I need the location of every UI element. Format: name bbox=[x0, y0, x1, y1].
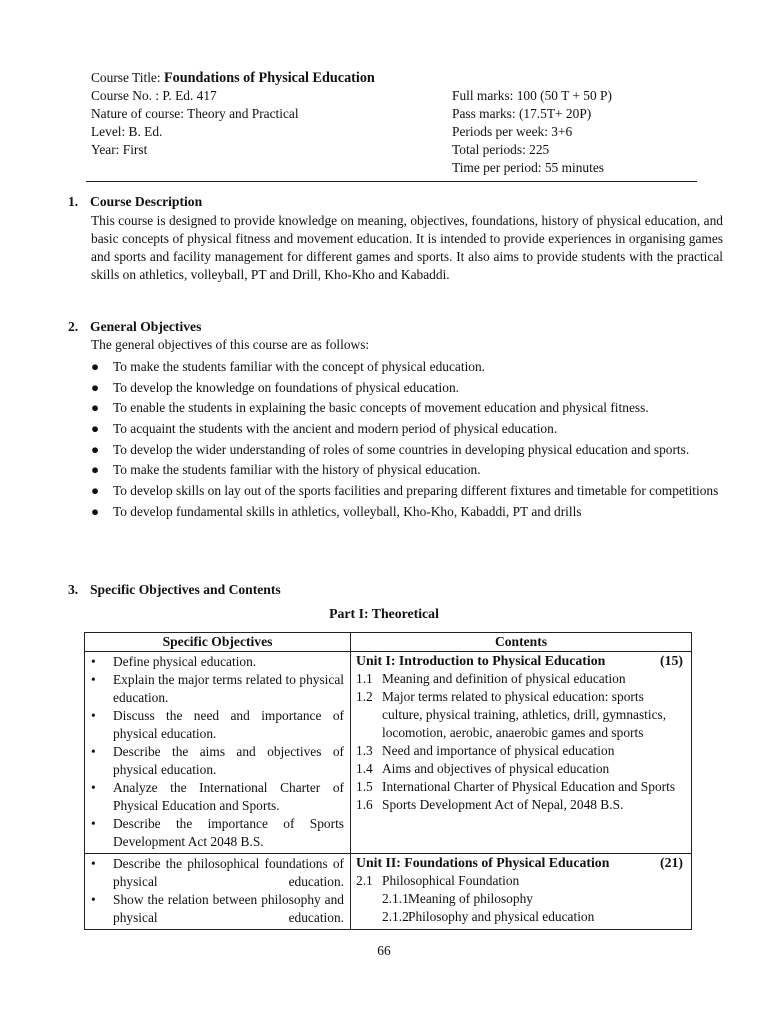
unit-hours: (15) bbox=[660, 653, 683, 668]
bullet-icon: ● bbox=[91, 503, 100, 519]
course-level: Level: B. Ed. bbox=[91, 124, 163, 139]
bullet-icon: • bbox=[91, 856, 96, 871]
section-course-description-heading bbox=[68, 194, 202, 210]
list-item: • Describe the importance of Sports Development Act 2048 B.S. bbox=[91, 816, 344, 849]
header-divider bbox=[86, 181, 697, 182]
unit-title: Unit I: Introduction to Physical Education bbox=[356, 653, 606, 668]
objectives-contents-table bbox=[84, 632, 692, 930]
course-number: Course No. : P. Ed. 417 bbox=[91, 88, 217, 103]
bullet-icon: • bbox=[91, 816, 96, 831]
bullet-icon: ● bbox=[91, 379, 100, 395]
content-item: 1.4 Aims and objectives of physical education bbox=[356, 761, 610, 776]
list-item: • Define physical education. bbox=[91, 654, 257, 669]
list-item: ● To develop fundamental skills in athletics, volleyball, Kho-Kho, Kabaddi, PT and drills bbox=[91, 503, 582, 519]
unit-hours: (21) bbox=[660, 855, 683, 870]
content-subitem: 2.1.1 Meaning of philosophy bbox=[382, 891, 533, 906]
unit-title: Unit II: Foundations of Physical Education bbox=[356, 855, 610, 870]
table-row bbox=[85, 854, 692, 930]
bullet-icon: ● bbox=[91, 421, 100, 437]
column-header-contents: Contents bbox=[351, 633, 692, 652]
content-item: 1.1 Meaning and definition of physical education bbox=[356, 671, 626, 686]
bullet-icon: • bbox=[91, 654, 96, 669]
content-item: 2.1 Philosophical Foundation bbox=[356, 873, 520, 888]
list-item: ● To make the students familiar with the history of physical education. bbox=[91, 462, 481, 478]
general-objectives-intro: The general objectives of this course are as follows: bbox=[91, 337, 370, 352]
bullet-icon: ● bbox=[91, 483, 100, 499]
course-title-label: Course Title: bbox=[91, 70, 161, 85]
bullet-icon: • bbox=[91, 708, 96, 723]
course-description-text: This course is designed to provide knowledge on meaning, objectives, foundations, history of physical education, and basic concepts of physical fitness and movement education. It is intended to provide experiences in organising games and sports and facility management for different games and sports. It also aims to provide students with the practical skills on athletics, volleyball, PT and Drill, Kho-Kho and Kabaddi. bbox=[91, 213, 723, 282]
list-item: • Describe the aims and objectives of physical education. bbox=[91, 744, 344, 777]
content-item: 1.2 Major terms related to physical education: sports culture, physical training, athletics, drill, gymnastics, locomotion, aerobic, anaerobic games and sports bbox=[356, 689, 667, 740]
list-item: • Analyze the International Charter of Physical Education and Sports. bbox=[91, 780, 344, 813]
contents-cell bbox=[351, 652, 692, 854]
page-number: 66 bbox=[377, 943, 391, 958]
bullet-icon: • bbox=[91, 672, 96, 687]
section-title: General Objectives bbox=[90, 319, 202, 334]
list-item: ● To acquaint the students with the ancient and modern period of physical education. bbox=[91, 421, 558, 437]
unit-heading bbox=[356, 854, 683, 872]
pass-marks: Pass marks: (17.5T+ 20P) bbox=[452, 106, 592, 121]
list-item: ● To make the students familiar with the concept of physical education. bbox=[91, 359, 486, 374]
list-item: • Explain the major terms related to physical education. bbox=[91, 672, 344, 705]
section-number: 2. bbox=[68, 319, 79, 334]
list-item: • Describe the philosophical foundations of physical education. bbox=[91, 856, 344, 889]
objectives-cell bbox=[85, 652, 351, 854]
course-nature: Nature of course: Theory and Practical bbox=[91, 106, 299, 121]
list-item: ● To develop the knowledge on foundations of physical education. bbox=[91, 379, 460, 395]
content-item: 1.5 International Charter of Physical Education and Sports bbox=[356, 779, 676, 794]
course-title-line bbox=[91, 69, 452, 87]
column-header-objectives: Specific Objectives bbox=[85, 633, 351, 652]
contents-cell bbox=[351, 854, 692, 930]
time-per-period: Time per period: 55 minutes bbox=[452, 160, 604, 175]
part-title: Part I: Theoretical bbox=[329, 606, 439, 621]
list-item: ● To enable the students in explaining the basic concepts of movement education and physical fitness. bbox=[91, 400, 649, 416]
full-marks: Full marks: 100 (50 T + 50 P) bbox=[452, 88, 612, 103]
list-item: ● To develop skills on lay out of the sports facilities and preparing different fixtures and timetable for competitions bbox=[91, 483, 719, 499]
content-item: 1.3 Need and importance of physical education bbox=[356, 743, 615, 758]
general-objectives-list bbox=[91, 358, 723, 524]
list-item: • Show the relation between philosophy and physical education. bbox=[91, 892, 344, 925]
section-specific-objectives-heading bbox=[68, 582, 281, 598]
bullet-icon: ● bbox=[91, 400, 100, 416]
bullet-icon: • bbox=[91, 744, 96, 759]
objectives-cell bbox=[85, 854, 351, 930]
table-header-row bbox=[85, 633, 692, 652]
course-title-value: Foundations of Physical Education bbox=[163, 70, 375, 86]
bullet-icon: • bbox=[91, 780, 96, 795]
section-title: Course Description bbox=[90, 194, 203, 209]
content-subitem: 2.1.2 Philosophy and physical education bbox=[382, 909, 595, 924]
bullet-icon: ● bbox=[91, 359, 100, 374]
section-general-objectives-heading bbox=[68, 319, 201, 335]
table-row bbox=[85, 652, 692, 854]
course-year: Year: First bbox=[91, 142, 148, 157]
list-item: ● To develop the wider understanding of roles of some countries in developing physical education and sports. bbox=[91, 441, 690, 457]
bullet-icon: ● bbox=[91, 462, 100, 478]
bullet-icon: ● bbox=[91, 441, 100, 457]
bullet-icon: • bbox=[91, 892, 96, 907]
total-periods: Total periods: 225 bbox=[452, 142, 550, 157]
section-title: Specific Objectives and Contents bbox=[90, 582, 281, 597]
course-header bbox=[91, 69, 697, 177]
periods-per-week: Periods per week: 3+6 bbox=[452, 124, 573, 139]
section-number: 3. bbox=[68, 582, 79, 597]
list-item: • Discuss the need and importance of physical education. bbox=[91, 708, 344, 741]
unit-heading bbox=[356, 652, 683, 670]
content-item: 1.6 Sports Development Act of Nepal, 2048 B.S. bbox=[356, 797, 624, 812]
section-number: 1. bbox=[68, 194, 79, 209]
